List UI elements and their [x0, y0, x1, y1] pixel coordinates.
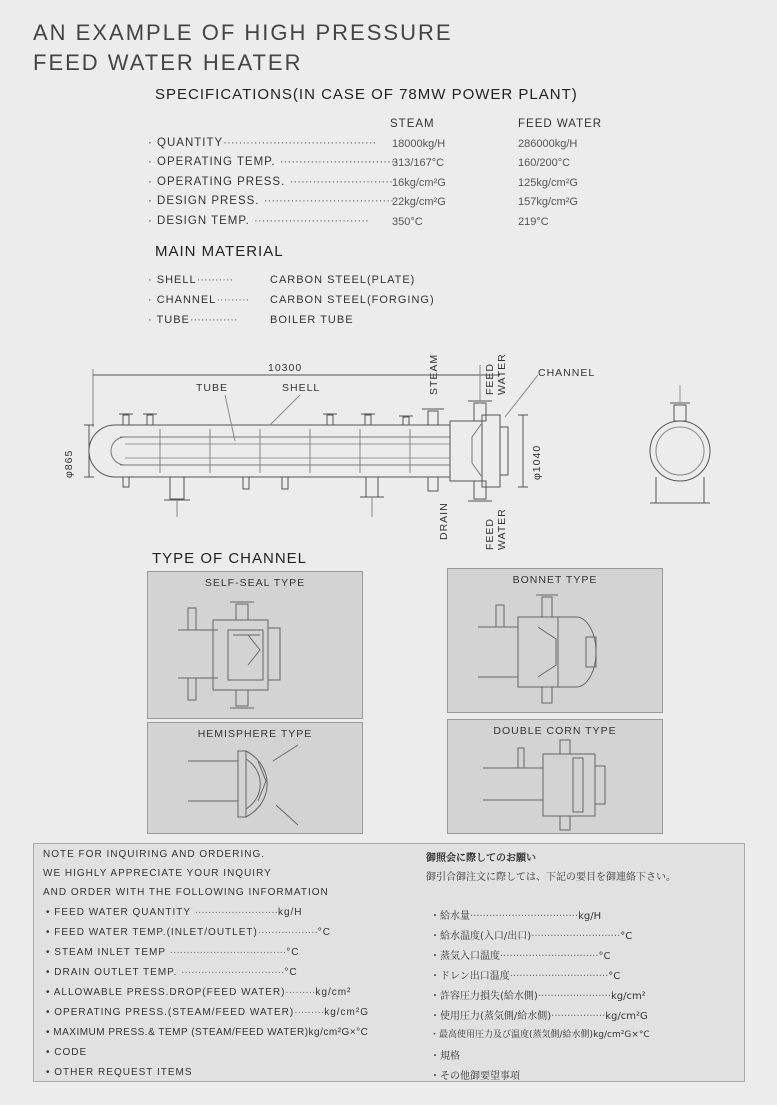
note-item-en: • OPERATING PRESS.(STEAM/FEED WATER)·········kg/cm²G: [46, 1007, 369, 1018]
dim-10300: 10300: [268, 362, 303, 374]
material-label: CHANNEL: [156, 294, 217, 306]
note-intro-2: AND ORDER WITH THE FOLLOWING INFORMATION: [43, 887, 329, 898]
item-unit: °C: [598, 951, 611, 962]
item-unit: °C: [620, 931, 633, 942]
item-unit: °C: [284, 967, 298, 978]
note-item-jp: ・使用圧力(蒸気側/給水側)·················kg/cm²G: [430, 1011, 648, 1022]
item-unit: °C: [286, 947, 300, 958]
item-unit: kg/cm²G×°C: [308, 1027, 369, 1038]
spec-steam: 16kg/cm²G: [392, 177, 446, 189]
spec-label: OPERATING PRESS.: [157, 176, 286, 188]
shell-body: [89, 425, 450, 477]
material-heading: MAIN MATERIAL: [155, 243, 284, 260]
label-feed-water-top: FEED WATER: [484, 353, 508, 395]
item-unit: kg/cm²G: [324, 1007, 369, 1018]
heater-drawing: [60, 345, 740, 550]
note-item-jp: ・給水温度(入口/出口)····························°C: [430, 931, 633, 942]
note-intro-1: WE HIGHLY APPRECIATE YOUR INQUIRY: [43, 868, 272, 879]
spec-label: QUANTITY: [157, 137, 224, 149]
label-shell: SHELL: [282, 382, 321, 394]
note-item-jp: ・最高使用圧力及び温度(蒸気側/給水側)kg/cm²G×°C: [430, 1030, 650, 1040]
label-dia-shell: φ865: [63, 449, 75, 478]
spec-feed: 157kg/cm²G: [518, 196, 578, 208]
item-label: 給水温度(入口/出口): [440, 931, 532, 942]
note-item-jp: ・ドレン出口温度·······························°C: [430, 971, 621, 982]
spec-label: DESIGN TEMP.: [157, 215, 250, 227]
note-item-en: • STEAM INLET TEMP ···································°C: [46, 947, 300, 958]
note-item-en: • CODE: [46, 1047, 88, 1058]
item-label: ALLOWABLE PRESS.DROP(FEED WATER): [53, 987, 286, 998]
spec-heading: SPECIFICATIONS(IN CASE OF 78MW POWER PLANT): [155, 86, 578, 103]
material-label: TUBE: [156, 314, 190, 326]
label-channel: CHANNEL: [538, 367, 596, 379]
side-view: [650, 421, 710, 481]
material-row: · SHELL··········: [148, 274, 234, 286]
note-item-jp: ・許容圧力損失(給水側)·······················kg/cm²: [430, 991, 646, 1002]
item-label: OTHER REQUEST ITEMS: [54, 1067, 193, 1078]
material-label: SHELL: [156, 274, 197, 286]
spec-steam: 22kg/cm²G: [392, 196, 446, 208]
spec-row: · QUANTITY········································: [148, 137, 377, 149]
col-feed-water: FEED WATER: [518, 118, 603, 130]
item-unit: kg/cm²: [315, 987, 352, 998]
note-intro-jp: 御引合御注文に際しては、下記の要目を御連絡下さい。: [426, 872, 676, 883]
title-line-2: FEED WATER HEATER: [33, 50, 303, 75]
item-label: 使用圧力(蒸気側/給水側): [440, 1011, 552, 1022]
spec-steam: 350°C: [392, 216, 423, 228]
label-drain: DRAIN: [438, 502, 450, 540]
note-box: [33, 843, 745, 1082]
panel-self-seal: [147, 571, 363, 719]
item-label: 規格: [440, 1051, 460, 1062]
spec-steam: 313/167°C: [392, 157, 445, 169]
panel-title: BONNET TYPE: [512, 574, 598, 586]
spec-feed: 286000kg/H: [518, 138, 578, 150]
note-heading-jp: 御照会に際してのお願い: [426, 853, 536, 864]
spec-row: · DESIGN PRESS. ··································: [148, 195, 394, 207]
item-unit: kg/H: [277, 907, 303, 918]
panel-double-corn: [447, 719, 663, 834]
material-value: CARBON STEEL(FORGING): [270, 294, 435, 306]
spec-feed: 160/200°C: [518, 157, 571, 169]
col-steam: STEAM: [390, 118, 435, 130]
title-line-1: AN EXAMPLE OF HIGH PRESSURE: [33, 20, 453, 45]
item-label: MAXIMUM PRESS.& TEMP (STEAM/FEED WATER): [53, 1027, 309, 1038]
label-dia-channel: φ1040: [531, 444, 543, 480]
spec-row: · OPERATING TEMP. ·······························: [148, 156, 399, 168]
material-row: · CHANNEL·········: [148, 294, 250, 306]
item-label: STEAM INLET TEMP: [54, 947, 166, 958]
item-label: CODE: [54, 1047, 88, 1058]
item-label: OPERATING PRESS.(STEAM/FEED WATER): [54, 1007, 295, 1018]
material-row: · TUBE·············: [148, 314, 238, 326]
spec-feed: 219°C: [518, 216, 549, 228]
item-unit: kg/cm²G: [605, 1011, 648, 1022]
item-label: 許容圧力損失(給水側): [440, 991, 538, 1002]
note-item-en: • FEED WATER TEMP.(INLET/OUTLET)··················°C: [46, 927, 332, 938]
note-item-en: • MAXIMUM PRESS.& TEMP (STEAM/FEED WATER)kg/cm²G×°C: [46, 1027, 369, 1038]
spec-label: OPERATING TEMP.: [157, 156, 276, 168]
bonnet-drawing: [448, 587, 662, 709]
spec-steam: 18000kg/H: [392, 138, 446, 150]
item-label: DRAIN OUTLET TEMP.: [54, 967, 178, 978]
label-tube: TUBE: [196, 382, 229, 394]
spec-feed: 125kg/cm²G: [518, 177, 578, 189]
panel-hemisphere: [147, 722, 363, 834]
item-unit: °C: [608, 971, 621, 982]
spec-row: · DESIGN TEMP. ······························: [148, 215, 369, 227]
panel-title: HEMISPHERE TYPE: [197, 728, 313, 740]
material-value: BOILER TUBE: [270, 314, 354, 326]
self-seal-drawing: [148, 590, 362, 715]
item-unit: °C: [317, 927, 332, 938]
material-value: CARBON STEEL(PLATE): [270, 274, 416, 286]
panel-bonnet: [447, 568, 663, 713]
note-heading-en: NOTE FOR INQUIRING AND ORDERING.: [43, 849, 266, 860]
spec-row: · OPERATING PRESS. ···························: [148, 176, 393, 188]
item-label: その他御要望事項: [440, 1071, 520, 1082]
note-item-jp: ・その他御要望事項: [430, 1071, 520, 1082]
item-label: FEED WATER QUANTITY: [54, 907, 191, 918]
item-label: ドレン出口温度: [440, 971, 510, 982]
double-corn-drawing: [448, 738, 662, 832]
panel-title: DOUBLE CORN TYPE: [493, 725, 617, 737]
note-item-en: • ALLOWABLE PRESS.DROP(FEED WATER)·········kg/cm²: [46, 987, 352, 998]
note-item-jp: ・規格: [430, 1051, 460, 1062]
item-label: 最高使用圧力及び温度(蒸気側/給水側): [439, 1030, 594, 1040]
item-label: 蒸気入口温度: [440, 951, 500, 962]
note-item-jp: ・蒸気入口温度·······························°C: [430, 951, 611, 962]
item-unit: kg/H: [578, 911, 602, 922]
note-item-en: • FEED WATER QUANTITY ·························kg/H: [46, 907, 303, 918]
label-steam: STEAM: [428, 353, 440, 395]
channel-heading: TYPE OF CHANNEL: [152, 550, 308, 567]
item-unit: kg/cm²G×°C: [593, 1030, 650, 1040]
panel-title: SELF-SEAL TYPE: [204, 577, 306, 589]
item-label: FEED WATER TEMP.(INLET/OUTLET): [54, 927, 258, 938]
item-label: 給水量: [440, 911, 470, 922]
label-feed-water-bottom: FEED WATER: [484, 508, 508, 550]
spec-label: DESIGN PRESS.: [157, 195, 260, 207]
note-item-jp: ・給水量··································kg/H: [430, 911, 602, 922]
note-item-en: • DRAIN OUTLET TEMP. ·······························°C: [46, 967, 298, 978]
item-unit: kg/cm²: [610, 991, 646, 1002]
hemisphere-drawing: [148, 741, 362, 831]
note-item-en: • OTHER REQUEST ITEMS: [46, 1067, 193, 1078]
